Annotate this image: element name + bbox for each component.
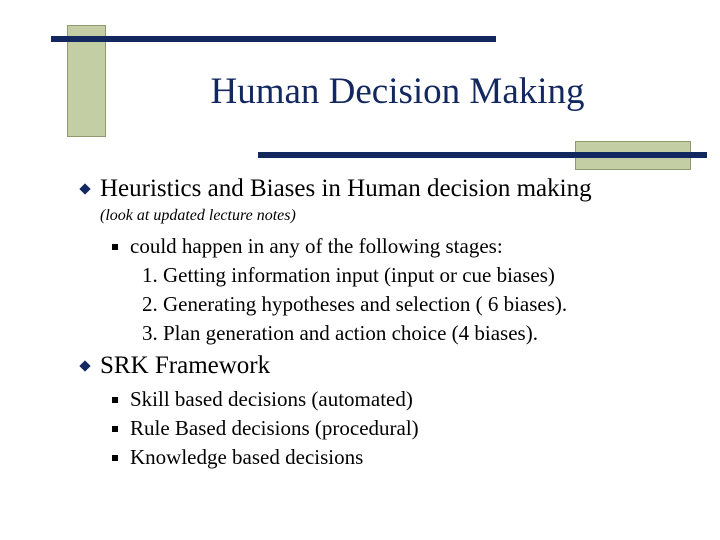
lecture-notes-note: (look at updated lecture notes) [100,207,296,224]
diamond-bullet-icon [79,183,90,194]
decorative-bar-right [258,152,707,158]
square-bullet-icon [112,426,118,432]
decorative-bar-top [51,36,496,42]
sub-bullet-stages: could happen in any of the following stages: [130,234,503,258]
sub-bullet-knowledge: Knowledge based decisions [130,445,364,469]
square-bullet-icon [112,244,118,250]
square-bullet-icon [112,397,118,403]
sub-bullet-skill: Skill based decisions (automated) [130,387,413,411]
bullet-srk-framework: SRK Framework [100,352,271,379]
stage-1-text: 1. Getting information input (input or cue biases) [142,263,555,287]
stage-3-text: 3. Plan generation and action choice (4 biases). [142,321,538,345]
stage-2-text: 2. Generating hypotheses and selection ( 6 biases). [142,292,568,316]
sub-bullet-rule: Rule Based decisions (procedural) [130,416,419,440]
slide-title: Human Decision Making [210,71,585,112]
bullet-heuristics: Heuristics and Biases in Human decision making [100,175,592,202]
diamond-bullet-icon [79,360,90,371]
square-bullet-icon [112,455,118,461]
